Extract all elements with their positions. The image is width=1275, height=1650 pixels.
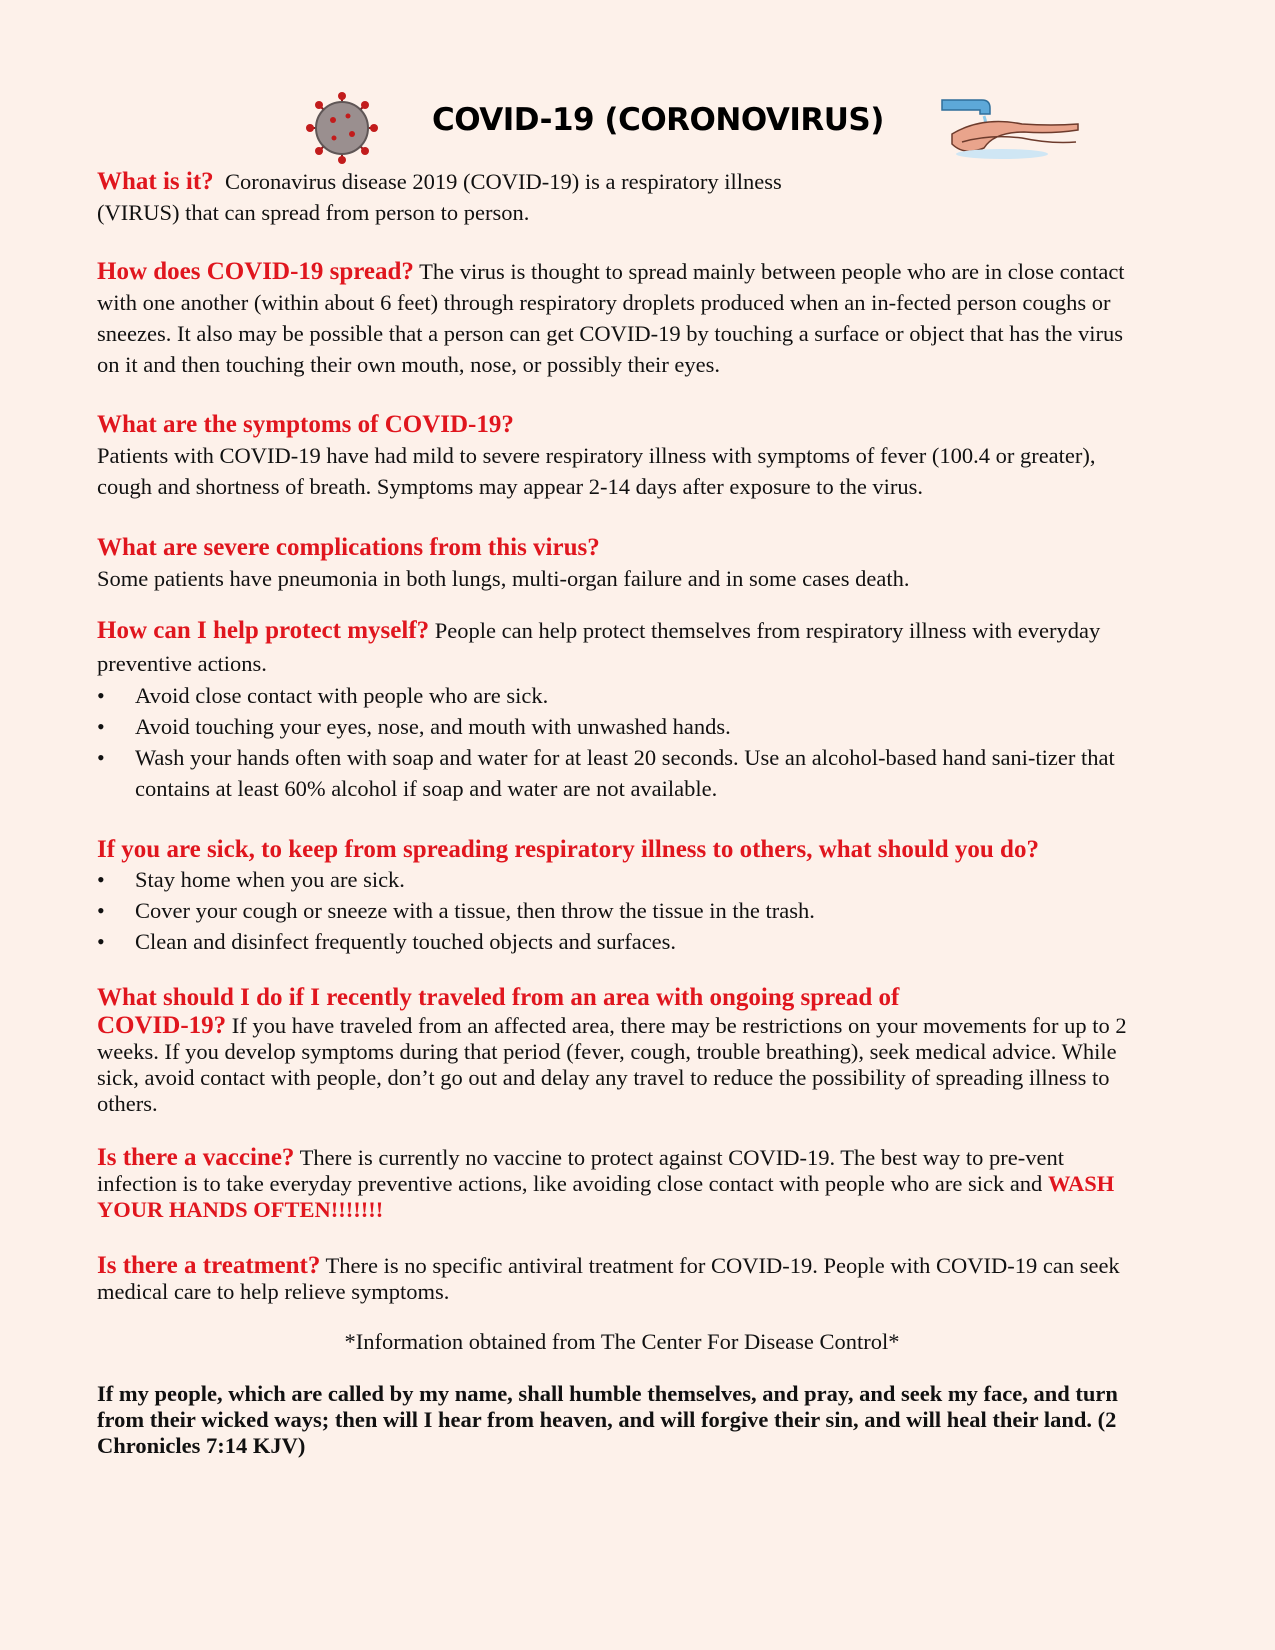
section-if-sick [97,836,1147,957]
document-body [97,166,1147,1459]
section-vaccine [97,1145,1147,1223]
question-heading: What is it? [97,168,214,195]
question-heading: What are the symptoms of COVID-19? [97,411,514,438]
answer-text: There is no specific antiviral treatment for COVID-19. People with COVID-19 can seek medical care to help relieve symptoms. [97,1253,1120,1304]
answer-text: The virus is thought to spread mainly between people who are in close contact with one another (within about 6 feet) through respiratory droplets produced when an in-fected person coughs or sneezes. It also may be possible that a person can get COVID-19 by touching a surface or object that has the virus on it and then touching their own mouth, nose, or possibly their eyes. [97,259,1125,377]
answer-text: There is currently no vaccine to protect against COVID-19. The best way to pre-vent infection is to take everyday preventive actions, like avoiding close contact with people who are sick and [97,1145,1064,1196]
section-complications [97,533,1147,594]
bullet-list [97,864,1147,957]
list-item: • Avoid close contact with people who are sick. [97,680,1147,711]
question-heading: Is there a treatment? [97,1252,321,1279]
coronavirus-icon [300,92,384,164]
section-spread [97,256,1147,380]
question-heading: What are severe complications from this virus? [97,534,600,561]
answer-line: (VIRUS) that can spread from person to person. [97,200,530,225]
answer-line: Coronavirus disease 2019 (COVID-19) is a respiratory illness [224,169,782,194]
list-item: • Clean and disinfect frequently touched objects and surfaces. [97,926,1147,957]
answer-text: Patients with COVID-19 have had mild to severe respiratory illness with symptoms of fever (100.4 or greater), cough and shortness of breath. Symptoms may appear 2-14 days after exposure to the virus. [97,443,1096,499]
answer-text: Some patients have pneumonia in both lungs, multi-organ failure and in some cases death. [97,566,910,591]
section-travel [97,983,1147,1117]
page-title: COVID-19 (CORONOVIRUS) [432,102,884,138]
section-protect [97,614,1147,804]
emphasis-text: WASH YOUR HANDS OFTEN!!!!!!! [97,1171,1115,1222]
handwashing-icon [932,94,1082,162]
list-item: • Wash your hands often with soap and water for at least 20 seconds. Use an alcohol-based hand sani-tizer that contains at least 60% alcohol if soap and water are not available. [97,742,1147,804]
source-note: *Information obtained from The Center For Disease Control* [344,1329,900,1354]
section-what-is-it [97,166,1147,228]
question-heading: What should I do if I recently traveled from an area with ongoing spread of [97,984,900,1011]
section-treatment [97,1253,1147,1305]
answer-text: If you have traveled from an affected area, there may be restrictions on your movements for up to 2 weeks. If you develop symptoms during that period (fever, cough, trouble breathing), seek medical advice. While sick, avoid contact with people, don’t go out and delay any travel to reduce the possibility of spreading illness to others. [97,1013,1127,1116]
question-heading: Is there a vaccine? [97,1144,295,1171]
answer-text: People can help protect themselves from respiratory illness with everyday preventive actions. [97,618,1101,676]
list-item: • Avoid touching your eyes, nose, and mouth with unwashed hands. [97,711,1147,742]
question-heading-cont: COVID-19? [97,1012,227,1039]
section-symptoms [97,410,1147,502]
question-heading: How does COVID-19 spread? [97,258,414,285]
question-heading: How can I help protect myself? [97,617,430,644]
question-heading: If you are sick, to keep from spreading respiratory illness to others, what should you do? [97,836,1039,863]
header [0,92,1275,172]
list-item: • Cover your cough or sneeze with a tissue, then throw the tissue in the trash. [97,895,1147,926]
bullet-list [97,680,1147,804]
bible-verse: If my people, which are called by my name, shall humble themselves, and pray, and seek my face, and turn from their wicked ways; then will I hear from heaven, and will forgive their sin, and will heal their land. (2 Chronicles 7:14 KJV) [97,1381,1118,1458]
list-item: • Stay home when you are sick. [97,864,1147,895]
